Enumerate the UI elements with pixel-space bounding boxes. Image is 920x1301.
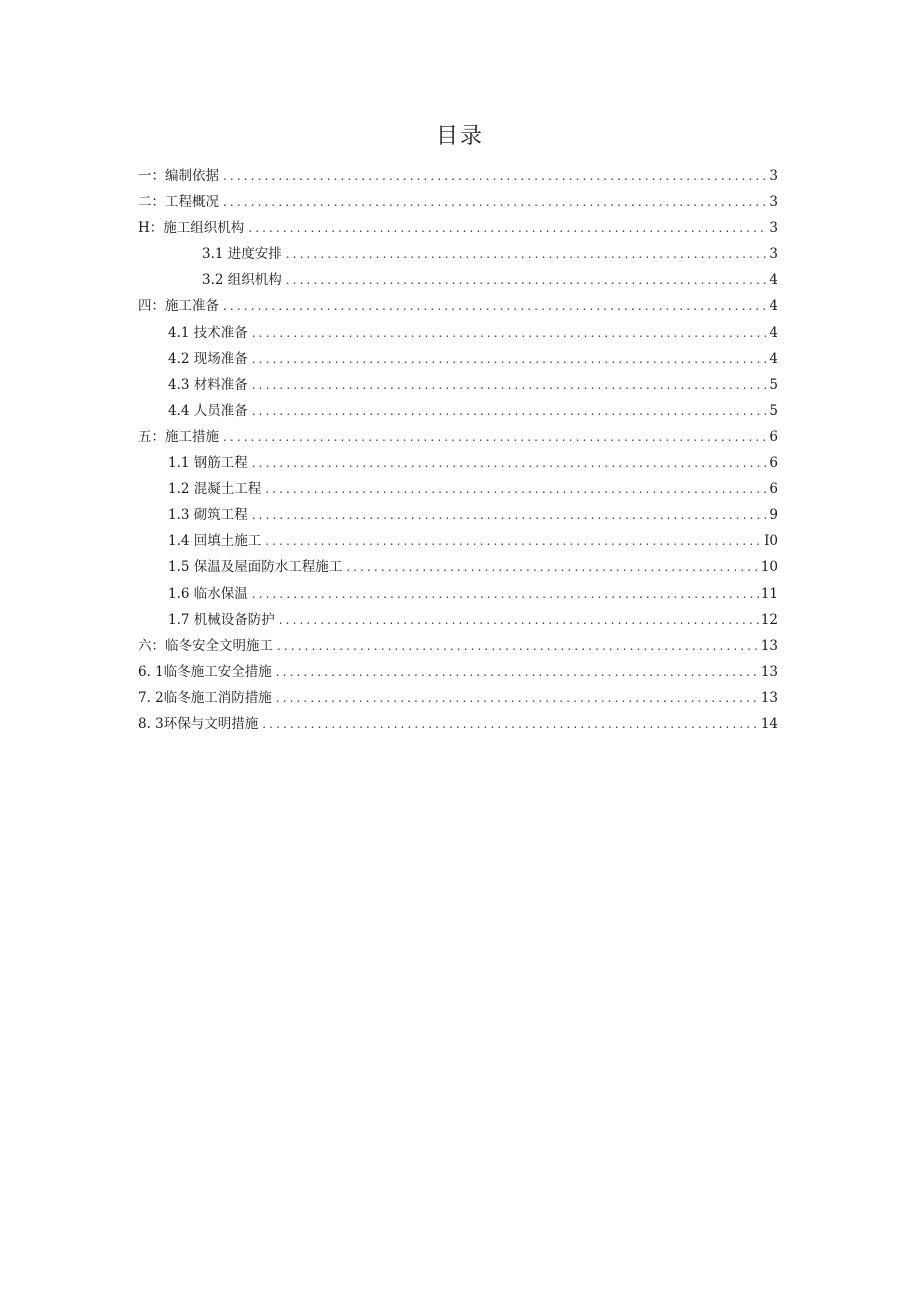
toc-entry-label: 8. 3环保与文明措施 <box>138 715 259 732</box>
toc-entry-label: 3.2 组织机构 <box>202 272 282 289</box>
toc-entry[interactable] <box>138 267 778 293</box>
toc-leader-dots <box>223 424 766 450</box>
toc-entry-page-number: 3 <box>769 168 778 184</box>
toc-entry-page-number: 6 <box>769 428 778 445</box>
toc-entry[interactable] <box>138 554 778 580</box>
toc-entry-label: 4.4 人员准备 <box>168 402 248 419</box>
toc-entry-page-number: 5 <box>769 402 778 419</box>
toc-entry-label: 一：编制依据 <box>138 168 219 184</box>
toc-entry-page-number: 5 <box>769 376 778 393</box>
toc-list <box>138 163 778 737</box>
toc-entry-label: 六：临冬安全文明施工 <box>138 637 273 654</box>
toc-entry-label: 6. 1临冬施工安全措施 <box>138 663 272 680</box>
toc-entry-page-number: 13 <box>760 663 778 680</box>
toc-entry-page-number: 14 <box>760 715 778 732</box>
toc-entry[interactable] <box>138 685 778 711</box>
toc-entry-label: 1.5 保温及屋面防水工程施工 <box>168 559 343 576</box>
toc-leader-dots <box>252 450 766 476</box>
toc-entry[interactable] <box>138 424 778 450</box>
toc-entry[interactable] <box>138 581 778 607</box>
toc-entry-label: 四：施工准备 <box>138 298 219 315</box>
toc-title: 目录 <box>435 124 484 149</box>
toc-leader-dots <box>252 320 766 346</box>
toc-entry-page-number: 3 <box>769 220 778 237</box>
toc-leader-dots <box>262 711 759 737</box>
toc-entry[interactable] <box>138 607 778 633</box>
toc-entry[interactable] <box>138 215 778 241</box>
toc-entry[interactable] <box>138 346 778 372</box>
toc-entry[interactable] <box>138 320 778 346</box>
toc-entry-label: 1.4 回填土施工 <box>168 533 262 550</box>
toc-entry-label: 7. 2临冬施工消防措施 <box>138 689 272 706</box>
toc-leader-dots <box>346 554 759 580</box>
toc-entry-label: 1.3 砌筑工程 <box>168 507 248 524</box>
toc-entry-label: H：施工组织机构 <box>138 220 245 237</box>
toc-entry-label: 1.6 临水保温 <box>168 585 248 602</box>
toc-entry-label: 4.3 材料准备 <box>168 376 248 393</box>
toc-entry-page-number: 4 <box>769 298 778 315</box>
toc-entry-page-number: 13 <box>760 637 778 654</box>
toc-leader-dots <box>223 189 766 215</box>
toc-entry[interactable] <box>138 502 778 528</box>
toc-entry[interactable] <box>138 476 778 502</box>
toc-leader-dots <box>286 241 766 267</box>
toc-entry[interactable] <box>138 633 778 659</box>
toc-leader-dots <box>276 685 759 711</box>
toc-leader-dots <box>252 502 766 528</box>
toc-entry-page-number: 11 <box>760 585 778 602</box>
toc-entry-page-number: 6 <box>769 481 778 498</box>
toc-entry-page-number: 4 <box>769 350 778 367</box>
toc-entry-page-number: 3 <box>769 246 778 263</box>
toc-leader-dots <box>277 633 759 659</box>
toc-entry[interactable] <box>138 293 778 319</box>
toc-entry[interactable] <box>138 528 778 554</box>
toc-entry-label: 1.2 混凝土工程 <box>168 481 262 498</box>
toc-entry-label: 4.1 技术准备 <box>168 324 248 341</box>
toc-entry-page-number: 3 <box>769 194 778 211</box>
toc-leader-dots <box>265 476 766 502</box>
toc-entry-page-number: 6 <box>769 455 778 472</box>
toc-leader-dots <box>223 293 766 319</box>
toc-entry-label: 1.7 机械设备防护 <box>168 611 275 628</box>
toc-leader-dots <box>265 528 762 554</box>
toc-entry-page-number: 13 <box>760 689 778 706</box>
toc-entry[interactable] <box>138 372 778 398</box>
toc-leader-dots <box>252 398 766 424</box>
toc-entry[interactable] <box>138 398 778 424</box>
toc-leader-dots <box>279 607 759 633</box>
toc-leader-dots <box>223 163 766 189</box>
toc-leader-dots <box>248 215 766 241</box>
toc-leader-dots <box>252 372 766 398</box>
toc-entry[interactable] <box>138 711 778 737</box>
toc-entry[interactable] <box>138 450 778 476</box>
toc-entry[interactable] <box>138 241 778 267</box>
toc-entry-label: 五：施工措施 <box>138 428 219 445</box>
toc-entry-page-number: 4 <box>769 324 778 341</box>
toc-entry-page-number: 9 <box>769 507 778 524</box>
toc-leader-dots <box>276 659 759 685</box>
toc-entry-page-number: 10 <box>760 559 778 576</box>
toc-leader-dots <box>286 267 766 293</box>
toc-entry-label: 4.2 现场准备 <box>168 350 248 367</box>
toc-entry[interactable] <box>138 659 778 685</box>
toc-entry[interactable] <box>138 163 778 189</box>
toc-entry-page-number: 12 <box>760 611 778 628</box>
toc-entry-page-number: I0 <box>764 533 778 550</box>
toc-leader-dots <box>252 346 766 372</box>
toc-entry-label: 二：工程概况 <box>138 194 219 211</box>
toc-entry[interactable] <box>138 189 778 215</box>
toc-leader-dots <box>252 581 759 607</box>
toc-entry-label: 1.1 钢筋工程 <box>168 455 248 472</box>
toc-entry-page-number: 4 <box>769 272 778 289</box>
toc-entry-label: 3.1 进度安排 <box>202 246 282 263</box>
